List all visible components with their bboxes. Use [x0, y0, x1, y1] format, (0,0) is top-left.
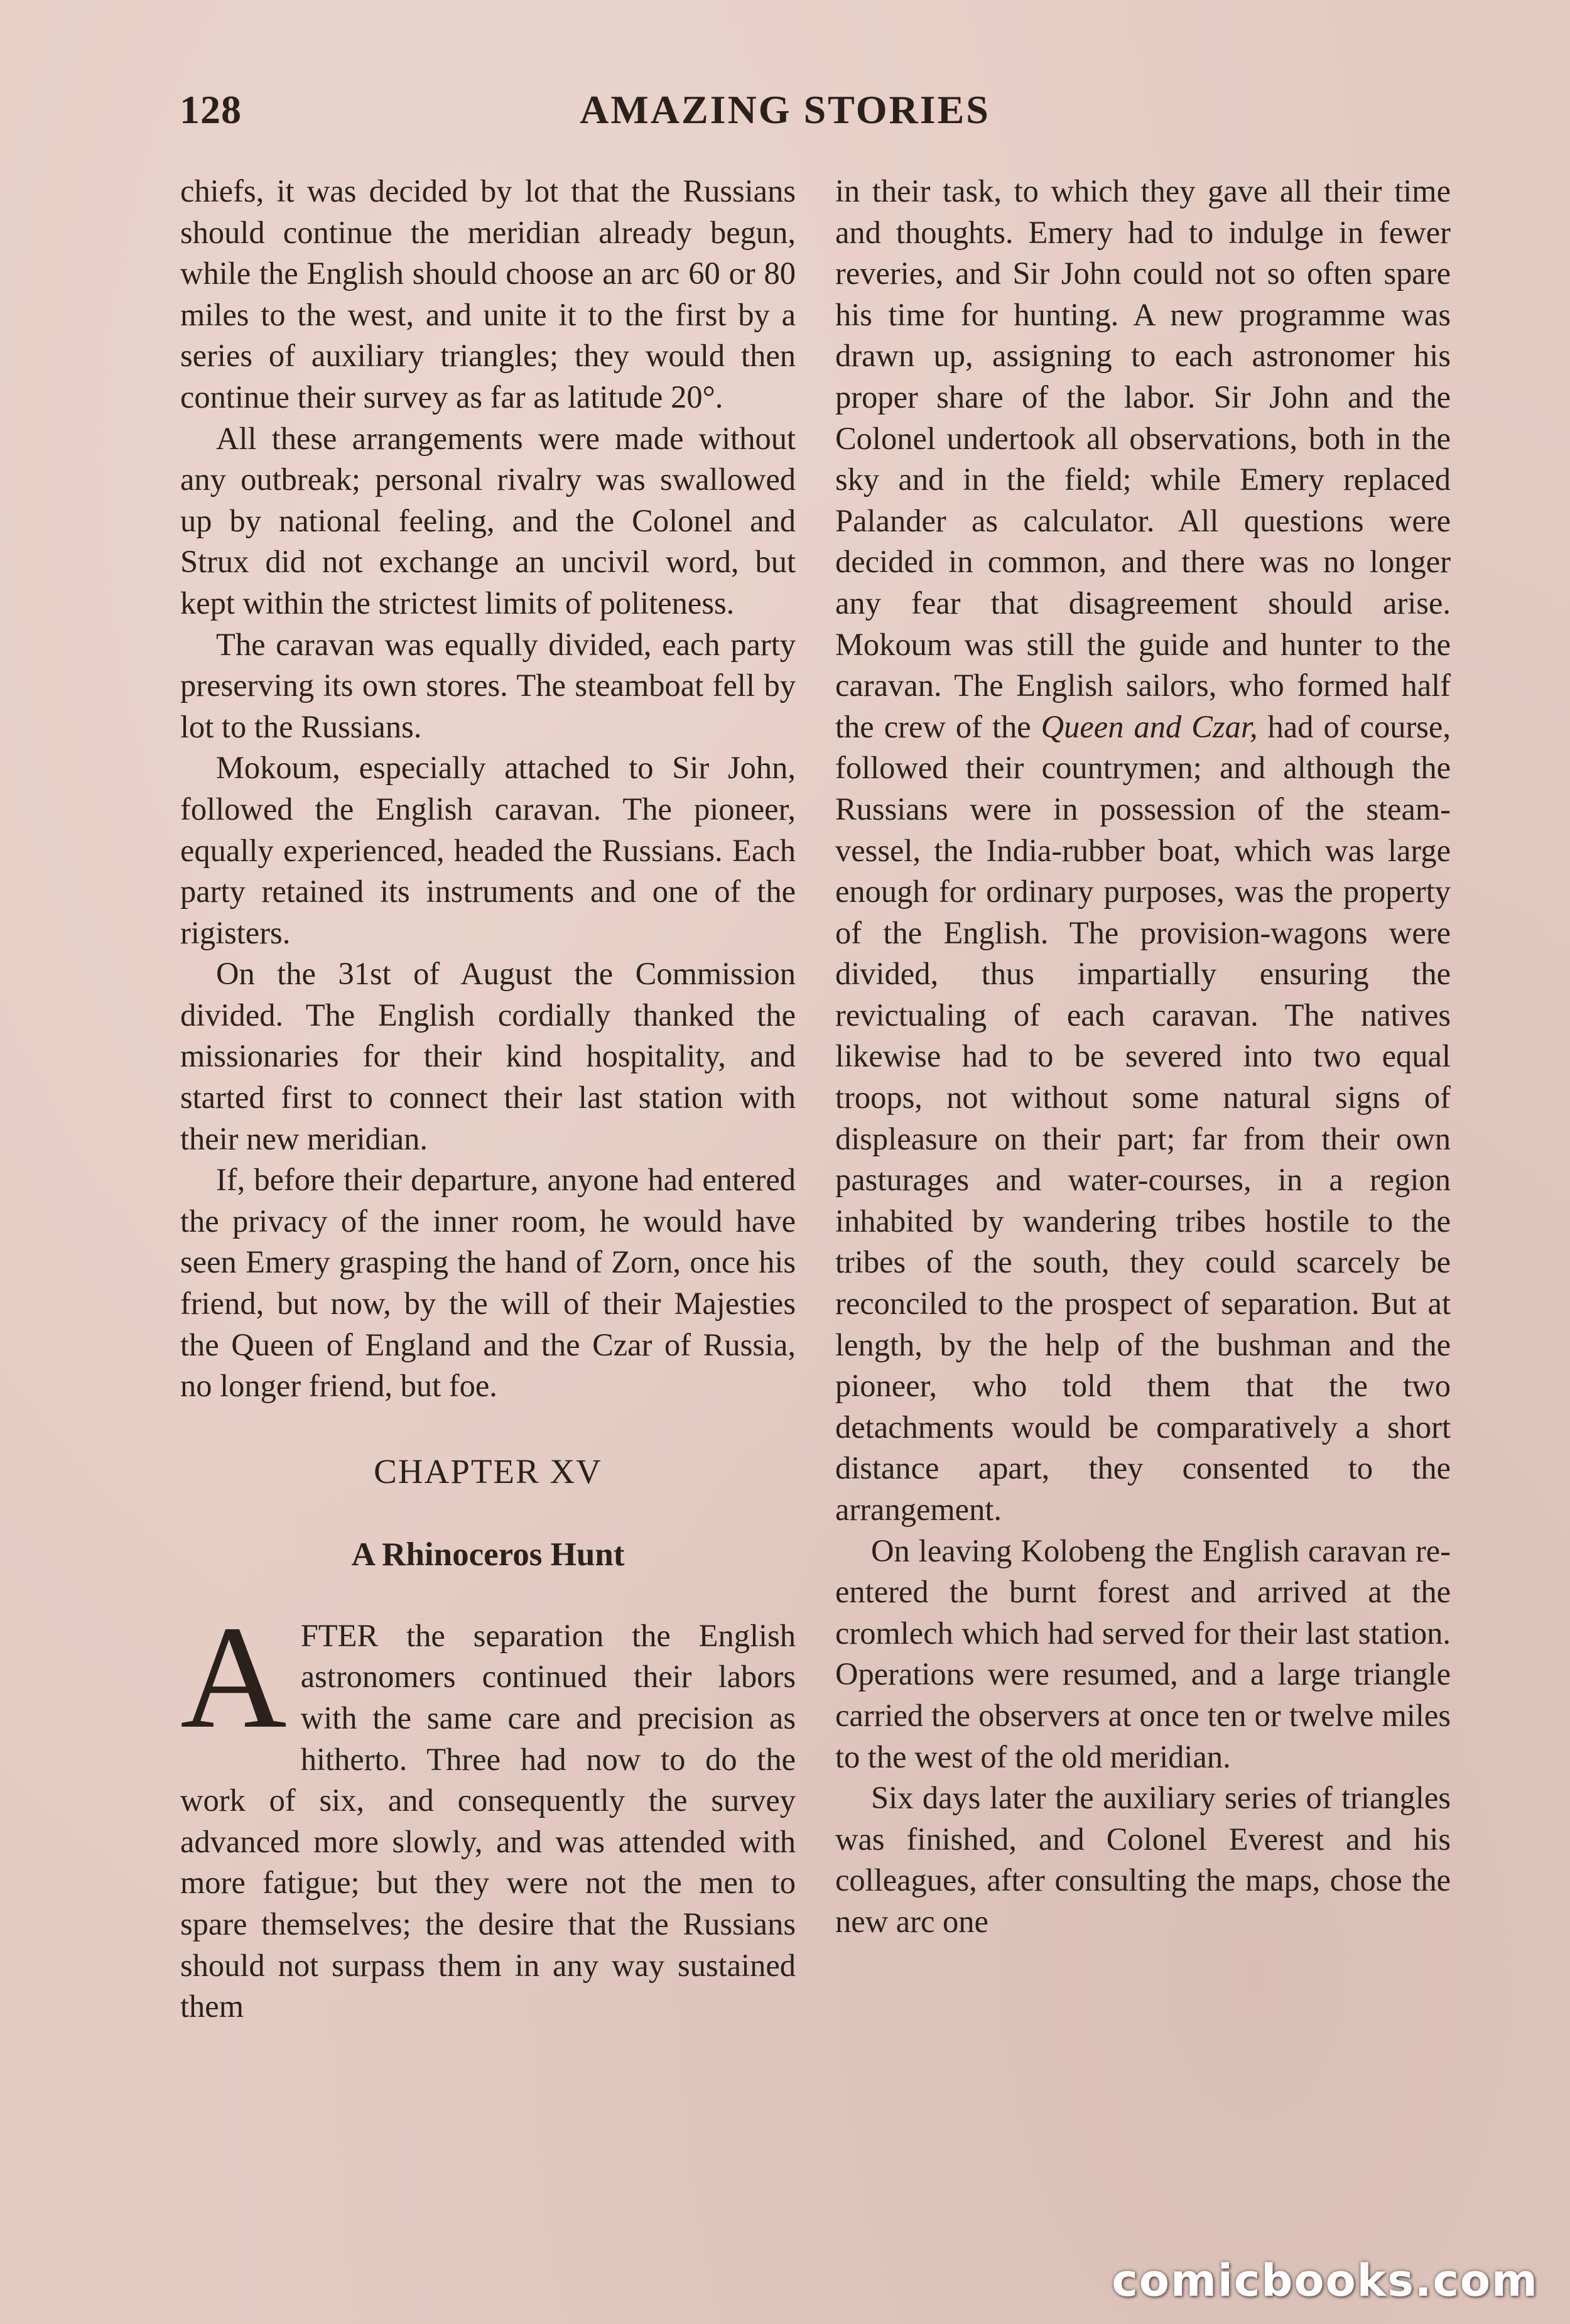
- paragraph: The caravan was equally divided, each party preserving its own stores. The steamboat fell by lot to the Russians.: [180, 626, 796, 744]
- drop-cap: A: [180, 1595, 287, 1759]
- paragraph: [835, 171, 1451, 1531]
- paragraph: If, before their departure, anyone had entered the privacy of the inner room, he would have seen Emery grasping the hand of Zorn, once his friend, but now, by the will of their Majesties the Queen of England and the Czar of Russia, no longer friend, but foe.: [180, 1162, 796, 1404]
- paragraph-text: had of course, followed their countrymen; and although the Russians were in possession of the steam-vessel, the India-rubber boat, which was large enough for ordinary purposes, was the property of the English. The provision-wagons were divided, thus impartially ensuring the revictualing of each caravan. The natives likewise had to be severed into two equal troops, not without some natural signs of displeasure on their part; far from their own pasturages and water-courses, in a region inhabited by wandering tribes hostile to the tribes of the south, they could scarcely be reconciled to the prospect of separation. But at length, by the help of the bushman and the pioneer, who told them that the two detachments would be comparatively a short distance apart, they consented to the arrangement.: [835, 709, 1451, 1527]
- left-column: [180, 171, 796, 2028]
- paragraph: chiefs, it was decided by lot that the Russians should continue the meridian already begun, while the English should choose an arc 60 or 80 miles to the west, and unite it to the first by a series of auxiliary triangles; they would then continue their survey as far as latitude 20°.: [180, 173, 796, 415]
- paragraph: Six days later the auxiliary series of triangles was finished, and Colonel Everest and his colleagues, after consulting the maps, chose the new arc one: [835, 1780, 1451, 1939]
- paragraph: On leaving Kolobeng the English caravan re-entered the burnt forest and arrived at the cromlech which had served for their last station. Operations were resumed, and a large triangle carried the observers at once ten or twelve miles to the west of the old meridian.: [835, 1533, 1451, 1774]
- page-number: 128: [180, 87, 242, 132]
- paragraph: Mokoum, especially attached to Sir John, followed the English caravan. The pioneer, equally experienced, headed the Russians. Each party retained its instruments and one of the rigisters.: [180, 750, 796, 950]
- paragraph-text: FTER the separation the English astronomers continued their labors with the same care and precision as hitherto. Three had now to do the work of six, and consequently the survey advanced more slowly, and was attended with more fatigue; but they were not the men to spare themselves; the desire that the Russians should not surpass them in any way sustained them: [180, 1617, 796, 2024]
- watermark: comicbooks.com: [1112, 2255, 1539, 2306]
- chapter-heading: CHAPTER XV: [374, 1452, 602, 1491]
- paragraph: On the 31st of August the Commission divided. The English cordially thanked the missionaries for their kind hospitality, and started first to connect their last station with their new meridian.: [180, 956, 796, 1156]
- right-column: [835, 171, 1451, 1943]
- chapter-title: A Rhinoceros Hunt: [351, 1536, 625, 1573]
- running-head: AMAZING STORIES: [580, 87, 990, 132]
- ship-name: Queen and Czar,: [1041, 709, 1258, 744]
- paragraph-text: in their task, to which they gave all their time and thoughts. Emery had to indulge in fewer reveries, and Sir John could not so often spare his time for hunting. A new programme was drawn up, assigning to each astronomer his proper share of the labor. Sir John and the Colonel undertook all observations, both in the sky and in the field; while Emery replaced Palander as calculator. All questions were decided in common, and there was no longer any fear that disagreement should arise. Mokoum was still the guide and hunter to the caravan. The English sailors, who formed half the crew of the: [835, 173, 1451, 744]
- chapter-opening-paragraph: [180, 1595, 796, 2028]
- paragraph: All these arrangements were made without any outbreak; personal rivalry was swallowed up by national feeling, and the Colonel and Strux did not exchange an uncivil word, but kept within the strictest limits of politeness.: [180, 420, 796, 621]
